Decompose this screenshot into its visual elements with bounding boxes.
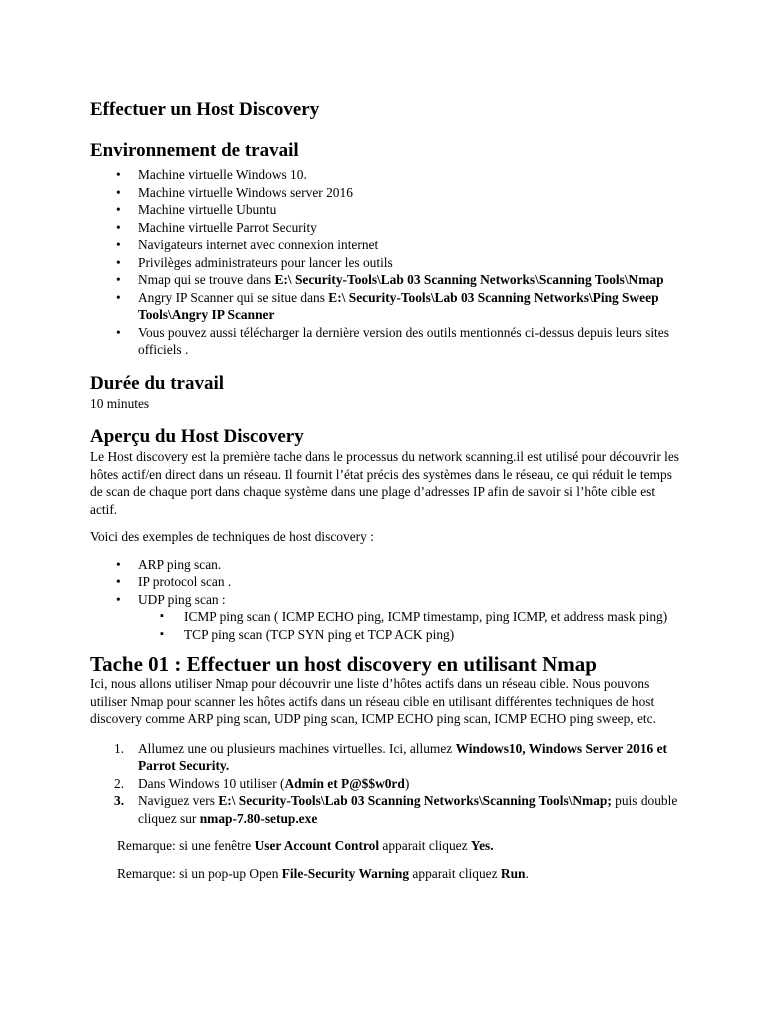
list-item: • ARP ping scan. (138, 556, 680, 574)
duration-heading: Durée du travail (90, 372, 225, 394)
overview-heading: Aperçu du Host Discovery (90, 426, 304, 447)
list-item: • IP protocol scan . (138, 573, 680, 591)
env-heading: Environnement de travail (90, 140, 299, 161)
list-item: • Machine virtuelle Windows 10. (138, 166, 680, 184)
steps-list (90, 740, 680, 828)
env-list (90, 166, 680, 359)
list-item: • Vous pouvez aussi télécharger la dernière version des outils mentionnés ci-dessus depuis leurs sites officiels . (138, 324, 680, 359)
duration-value: 10 minutes (90, 395, 150, 411)
sub-techniques-list (90, 608, 680, 643)
list-item: 2. Dans Windows 10 utiliser (Admin et P@$$w0rd) (114, 775, 410, 791)
task-heading: Tache 01 : Effectuer un host discovery en utilisant Nmap (90, 652, 597, 676)
list-item: • Machine virtuelle Windows server 2016 (138, 184, 680, 202)
angry-path: E:\ Security-Tools\Lab 03 Scanning Networks\Ping Sweep Tools\Angry IP Scanner (138, 289, 659, 322)
list-item: • Machine virtuelle Ubuntu (138, 201, 680, 219)
techniques-list (90, 556, 680, 609)
list-item: • Privilèges administrateurs pour lancer les outils (138, 254, 680, 272)
list-item: • UDP ping scan : (138, 591, 680, 609)
list-item: • Nmap qui se trouve dans E:\ Security-Tools\Lab 03 Scanning Networks\Scanning Tools\Nmap (138, 271, 680, 289)
page-title: Effectuer un Host Discovery (90, 99, 320, 120)
task-intro: Ici, nous allons utiliser Nmap pour découvrir une liste d’hôtes actifs dans un réseau cible. Nous pouvons utiliser Nmap pour scanner les hôtes actifs dans un réseau cible en utilisant différentes techniques de host discovery comme ARP ping scan, UDP ping scan, ICMP ECHO ping scan, ICMP ECHO ping sweep, etc. (90, 676, 656, 726)
list-item: • Angry IP Scanner qui se situe dans E:\ Security-Tools\Lab 03 Scanning Networks\Ping Sweep Tools\Angry IP Scanner (138, 289, 680, 324)
list-item: 1. Allumez une ou plusieurs machines virtuelles. Ici, allumez Windows10, Windows Server 2016 et Parrot Security. (114, 740, 668, 773)
remark-uac: Remarque: si une fenêtre User Account Control apparait cliquez Yes. (117, 838, 494, 853)
examples-intro: Voici des exemples de techniques de host discovery : (90, 529, 374, 544)
nmap-path: E:\ Security-Tools\Lab 03 Scanning Networks\Scanning Tools\Nmap (274, 272, 664, 287)
list-item: ▪ ICMP ping scan ( ICMP ECHO ping, ICMP timestamp, ping ICMP, et address mask ping) (184, 608, 680, 626)
remark-security-warning: Remarque: si un pop-up Open File-Security Warning apparait cliquez Run. (117, 865, 529, 881)
list-item: • Navigateurs internet avec connexion internet (138, 236, 680, 254)
list-item: • Machine virtuelle Parrot Security (138, 219, 680, 237)
document-page (90, 98, 680, 882)
list-item: 3. Naviguez vers E:\ Security-Tools\Lab 03 Scanning Networks\Scanning Tools\Nmap; puis double cliquez sur nmap-7.80-setup.exe (114, 793, 678, 826)
list-item: ▪ TCP ping scan (TCP SYN ping et TCP ACK ping) (184, 626, 680, 644)
overview-paragraph: Le Host discovery est la première tache dans le processus du network scanning.il est utilisé pour découvrir les hôtes actif/en direct dans un réseau. Il fournit l’état précis des systèmes dans le réseau, ce qui réduit le temps de scan de chaque port dans chaque système dans une plage d’adresses IP afin de savoir si l’hôte cible est actif. (90, 449, 680, 517)
